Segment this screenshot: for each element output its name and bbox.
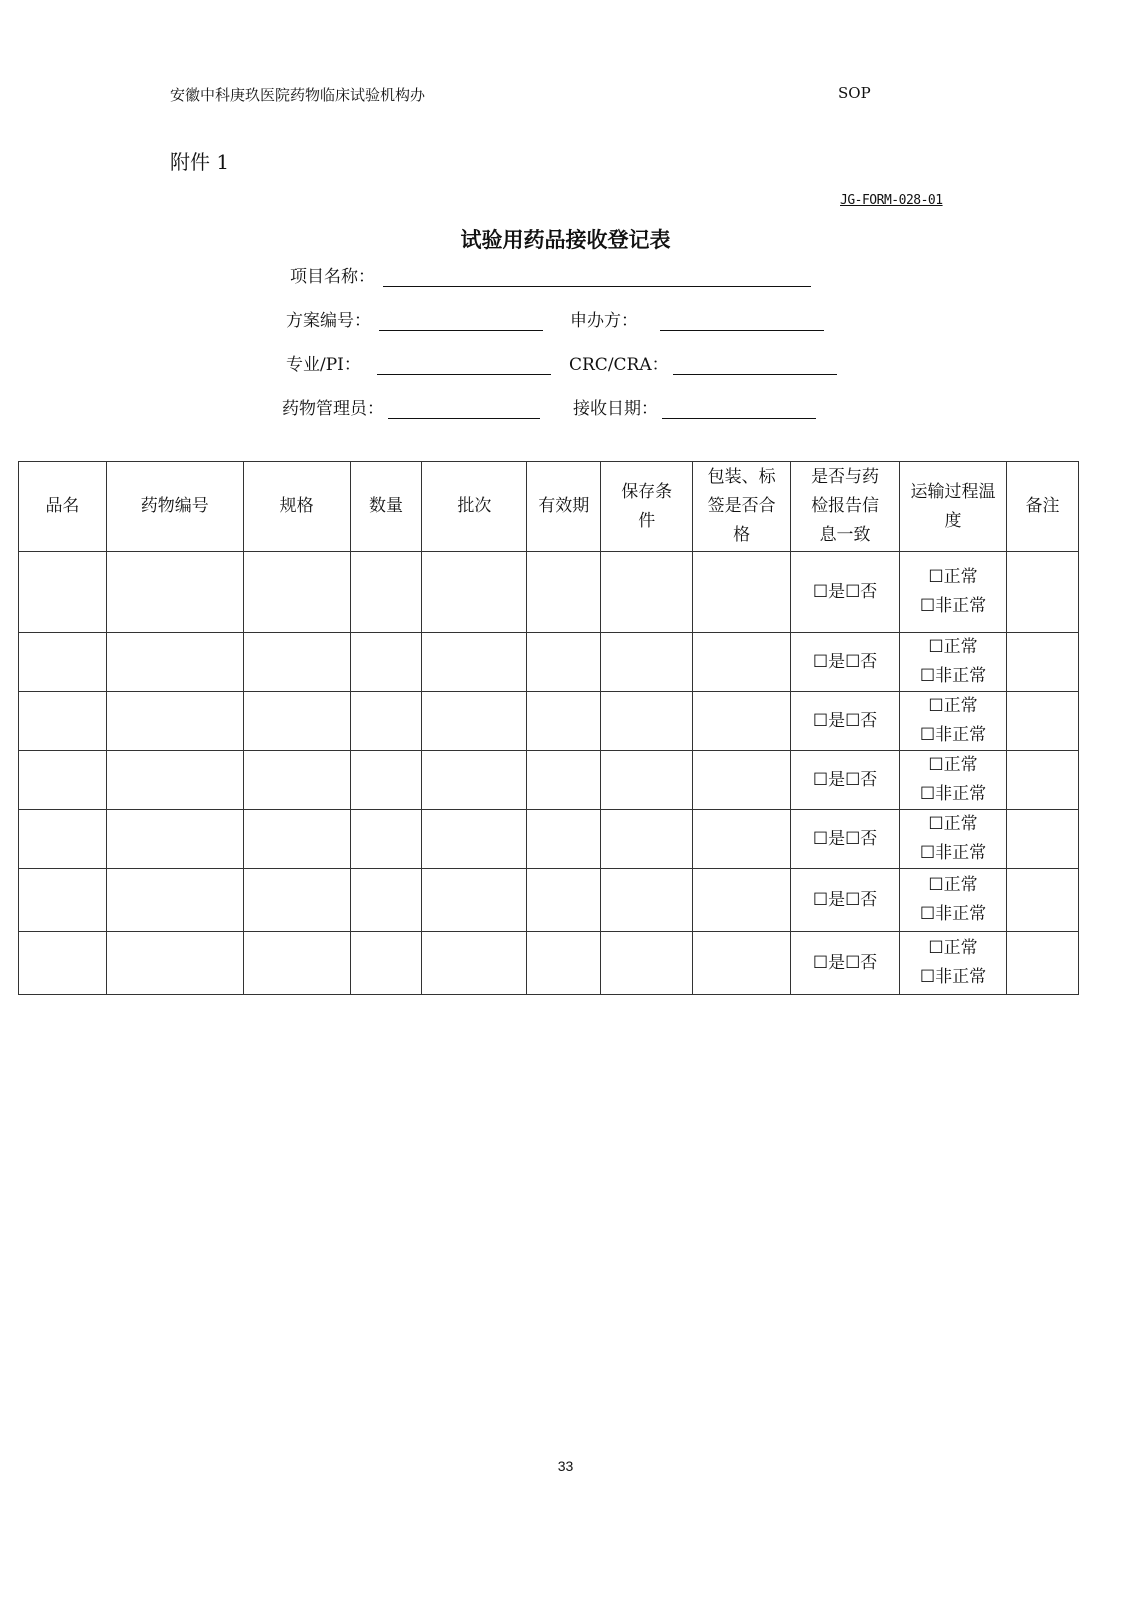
- transport-temp-checkbox-cell[interactable]: [900, 932, 1007, 995]
- field-label: 药物管理员：: [282, 399, 384, 419]
- table-cell[interactable]: [527, 552, 601, 633]
- column-header: [791, 462, 900, 552]
- column-header: [350, 462, 422, 552]
- column-header: [106, 462, 243, 552]
- consistency-checkbox-cell[interactable]: [791, 751, 900, 810]
- table-cell[interactable]: [243, 810, 350, 869]
- field-label: 申办方：: [570, 311, 638, 331]
- column-header: [693, 462, 791, 552]
- table-cell[interactable]: [693, 810, 791, 869]
- header-org: 安徽中科庚玖医院药物临床试验机构办: [170, 86, 426, 104]
- field-label: 专业/PI：: [286, 355, 361, 375]
- table-cell[interactable]: [422, 810, 527, 869]
- field-protocol-no[interactable]: [286, 306, 543, 331]
- table-cell[interactable]: [527, 692, 601, 751]
- form-title: 试验用药品接收登记表: [460, 228, 671, 252]
- column-header: [422, 462, 527, 552]
- transport-temp-checkbox-cell[interactable]: [900, 633, 1007, 692]
- table-cell[interactable]: [19, 692, 107, 751]
- table-cell[interactable]: [243, 869, 350, 932]
- column-header-label: 是否与药检报告信息一致: [811, 467, 880, 545]
- table-cell[interactable]: [527, 810, 601, 869]
- table-cell[interactable]: [693, 633, 791, 692]
- fill-line[interactable]: [388, 400, 540, 419]
- table-row: [19, 552, 1079, 633]
- transport-temp-checkbox-cell[interactable]: [900, 869, 1007, 932]
- consistency-checkbox-cell[interactable]: [791, 810, 900, 869]
- field-receive-date[interactable]: [573, 394, 816, 419]
- column-header-label: 药物编号: [140, 496, 209, 516]
- table-cell[interactable]: [422, 633, 527, 692]
- table-cell[interactable]: [1006, 633, 1078, 692]
- table-cell[interactable]: [106, 869, 243, 932]
- table-cell[interactable]: [106, 932, 243, 995]
- field-label: 项目名称：: [290, 267, 375, 287]
- field-sponsor[interactable]: [570, 306, 824, 331]
- table-cell[interactable]: [601, 810, 693, 869]
- table-cell[interactable]: [527, 932, 601, 995]
- table-row: [19, 751, 1079, 810]
- table-cell[interactable]: [106, 552, 243, 633]
- column-header-label: 数量: [368, 496, 403, 516]
- table-cell[interactable]: [243, 932, 350, 995]
- temp-abnormal-option[interactable]: ☐非正常: [919, 596, 987, 616]
- table-cell[interactable]: [601, 692, 693, 751]
- table-cell[interactable]: [106, 692, 243, 751]
- table-cell[interactable]: [106, 751, 243, 810]
- transport-temp-checkbox-cell[interactable]: [900, 692, 1007, 751]
- yes-no-options[interactable]: ☐是☐否: [812, 769, 878, 790]
- table-cell[interactable]: [1006, 552, 1078, 633]
- temp-normal-option[interactable]: ☐正常: [928, 696, 978, 716]
- table-cell[interactable]: [422, 552, 527, 633]
- temp-normal-option[interactable]: ☐正常: [928, 637, 978, 657]
- table-cell[interactable]: [350, 552, 422, 633]
- table-cell[interactable]: [693, 552, 791, 633]
- receipt-table: [18, 461, 1079, 995]
- fill-line[interactable]: [660, 312, 824, 331]
- column-header-label: 运输过程温度: [910, 481, 996, 531]
- column-header: [19, 462, 107, 552]
- table-cell[interactable]: [106, 633, 243, 692]
- table-cell[interactable]: [527, 869, 601, 932]
- column-header: [900, 462, 1007, 552]
- table-cell[interactable]: [693, 869, 791, 932]
- fill-line[interactable]: [662, 400, 816, 419]
- consistency-checkbox-cell[interactable]: [791, 932, 900, 995]
- table-header-row: [19, 462, 1079, 552]
- column-header: [527, 462, 601, 552]
- table-cell[interactable]: [350, 692, 422, 751]
- table-cell[interactable]: [350, 633, 422, 692]
- temp-abnormal-option[interactable]: ☐非正常: [919, 843, 987, 863]
- table-cell[interactable]: [106, 810, 243, 869]
- table-row: [19, 633, 1079, 692]
- table-cell[interactable]: [19, 751, 107, 810]
- temp-abnormal-option[interactable]: ☐非正常: [919, 784, 987, 804]
- column-header-label: 批次: [457, 496, 492, 516]
- column-header: [243, 462, 350, 552]
- column-header-label: 包装、标签是否合格: [707, 467, 776, 545]
- table-cell[interactable]: [19, 633, 107, 692]
- temp-abnormal-option[interactable]: ☐非正常: [919, 904, 987, 924]
- attachment-label: 附件 1: [170, 150, 230, 174]
- table-cell[interactable]: [601, 751, 693, 810]
- table-row: [19, 810, 1079, 869]
- table-cell[interactable]: [693, 751, 791, 810]
- table-cell[interactable]: [422, 869, 527, 932]
- table-cell[interactable]: [1006, 810, 1078, 869]
- temp-normal-option[interactable]: ☐正常: [928, 875, 978, 895]
- consistency-checkbox-cell[interactable]: [791, 692, 900, 751]
- table-cell[interactable]: [693, 692, 791, 751]
- field-project-name[interactable]: [290, 262, 811, 287]
- consistency-checkbox-cell[interactable]: [791, 552, 900, 633]
- table-cell[interactable]: [527, 633, 601, 692]
- table-row: [19, 869, 1079, 932]
- transport-temp-checkbox-cell[interactable]: [900, 552, 1007, 633]
- table-cell[interactable]: [422, 932, 527, 995]
- table-cell[interactable]: [601, 633, 693, 692]
- table-cell[interactable]: [601, 869, 693, 932]
- yes-no-options[interactable]: ☐是☐否: [812, 828, 878, 849]
- table-cell[interactable]: [1006, 692, 1078, 751]
- table-cell[interactable]: [19, 552, 107, 633]
- fill-line[interactable]: [379, 312, 543, 331]
- temp-normal-option[interactable]: ☐正常: [928, 755, 978, 775]
- field-crc-cra[interactable]: [569, 350, 837, 375]
- temp-abnormal-option[interactable]: ☐非正常: [919, 725, 987, 745]
- table-cell[interactable]: [601, 552, 693, 633]
- transport-temp-checkbox-cell[interactable]: [900, 810, 1007, 869]
- fill-line[interactable]: [377, 356, 551, 375]
- table-cell[interactable]: [350, 751, 422, 810]
- table-cell[interactable]: [19, 932, 107, 995]
- table-cell[interactable]: [1006, 932, 1078, 995]
- temp-normal-option[interactable]: ☐正常: [928, 567, 978, 587]
- column-header: [601, 462, 693, 552]
- yes-no-options[interactable]: ☐是☐否: [812, 651, 878, 672]
- table-cell[interactable]: [693, 932, 791, 995]
- consistency-checkbox-cell[interactable]: [791, 633, 900, 692]
- yes-no-options[interactable]: ☐是☐否: [812, 889, 878, 910]
- table-cell[interactable]: [422, 692, 527, 751]
- field-drug-admin[interactable]: [282, 394, 540, 419]
- temp-abnormal-option[interactable]: ☐非正常: [919, 967, 987, 987]
- consistency-checkbox-cell[interactable]: [791, 869, 900, 932]
- table-cell[interactable]: [350, 932, 422, 995]
- temp-normal-option[interactable]: ☐正常: [928, 938, 978, 958]
- field-label: 方案编号：: [286, 311, 371, 331]
- column-header-label: 有效期: [538, 496, 590, 516]
- table-cell[interactable]: [19, 810, 107, 869]
- yes-no-options[interactable]: ☐是☐否: [812, 581, 878, 602]
- table-cell[interactable]: [19, 869, 107, 932]
- table-row: [19, 932, 1079, 995]
- field-specialty-pi[interactable]: [286, 350, 551, 375]
- table-cell[interactable]: [601, 932, 693, 995]
- column-header-label: 备注: [1025, 496, 1060, 516]
- table-cell[interactable]: [1006, 751, 1078, 810]
- table-cell[interactable]: [243, 692, 350, 751]
- table-row: [19, 692, 1079, 751]
- column-header-label: 品名: [45, 496, 80, 516]
- header-doc-type: SOP: [838, 84, 871, 102]
- fill-line[interactable]: [383, 268, 811, 287]
- temp-abnormal-option[interactable]: ☐非正常: [919, 666, 987, 686]
- yes-no-options[interactable]: ☐是☐否: [812, 710, 878, 731]
- temp-normal-option[interactable]: ☐正常: [928, 814, 978, 834]
- table-cell[interactable]: [527, 751, 601, 810]
- column-header-label: 规格: [279, 496, 314, 516]
- table-cell[interactable]: [243, 552, 350, 633]
- field-label: CRC/CRA：: [569, 355, 669, 375]
- table-cell[interactable]: [350, 810, 422, 869]
- table-cell[interactable]: [422, 751, 527, 810]
- field-label: 接收日期：: [573, 399, 658, 419]
- fill-line[interactable]: [673, 356, 837, 375]
- table-cell[interactable]: [243, 633, 350, 692]
- column-header: [1006, 462, 1078, 552]
- table-cell[interactable]: [350, 869, 422, 932]
- form-code: JG-FORM-028-01: [840, 193, 943, 208]
- transport-temp-checkbox-cell[interactable]: [900, 751, 1007, 810]
- table-cell[interactable]: [243, 751, 350, 810]
- column-header-label: 保存条件: [621, 481, 673, 531]
- page-number: 33: [557, 1458, 574, 1474]
- table-cell[interactable]: [1006, 869, 1078, 932]
- yes-no-options[interactable]: ☐是☐否: [812, 952, 878, 973]
